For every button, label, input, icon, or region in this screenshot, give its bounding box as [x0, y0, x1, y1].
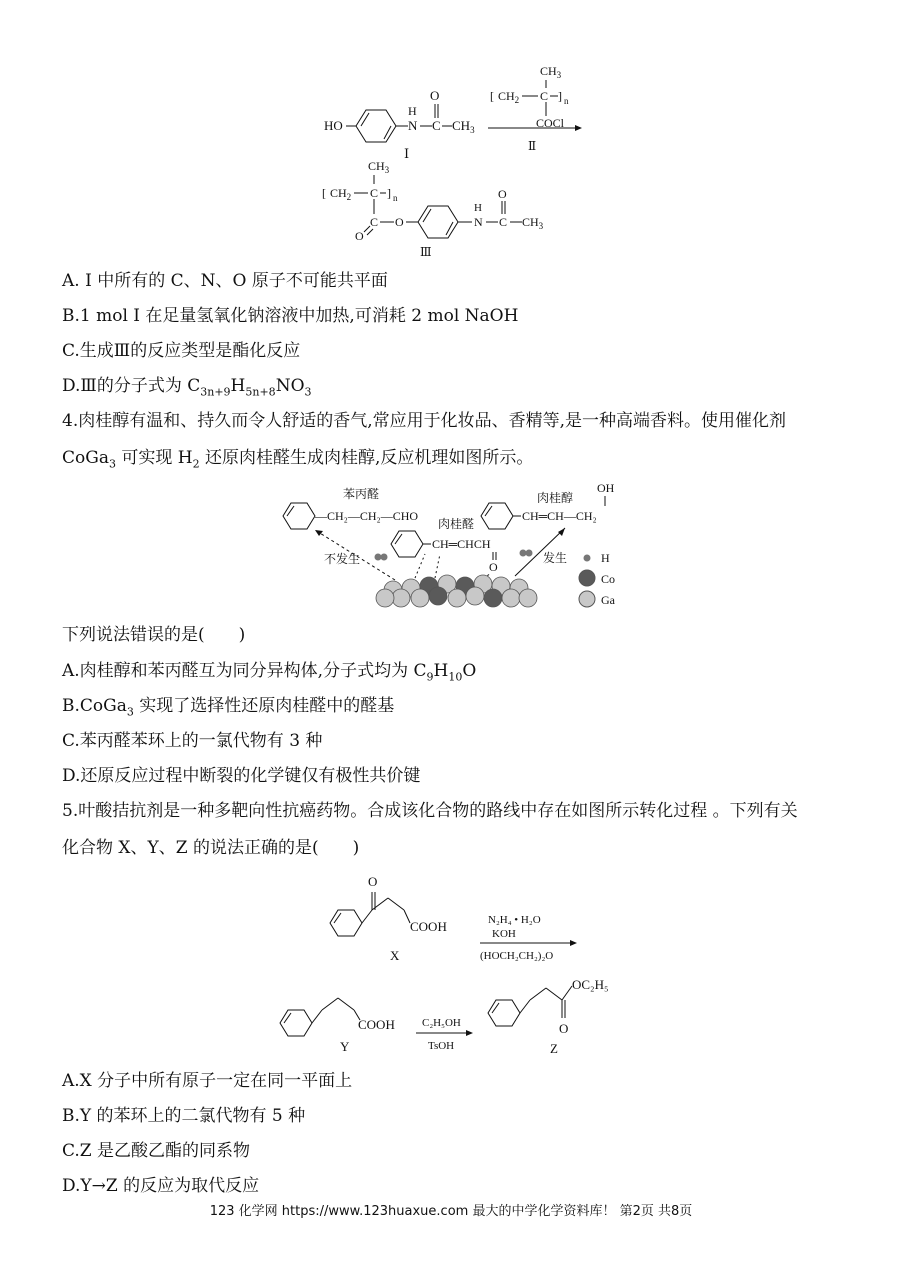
- legend-h-marker: [584, 555, 591, 562]
- svg-text:C: C: [432, 118, 441, 133]
- svg-text:H: H: [474, 202, 482, 214]
- svg-text:CH2: $CH_2$: [498, 89, 520, 105]
- svg-text:H: H: [408, 104, 417, 118]
- occur-label: 发生: [543, 551, 568, 565]
- cinnamaldehyde-label: 肉桂醛: [438, 517, 475, 531]
- q4-option-c: C.苯丙醛苯环上的一氯代物有 3 种: [62, 731, 323, 751]
- svg-text:Ga: Ga: [601, 593, 615, 607]
- q3-option-c: C.生成Ⅲ的反应类型是酯化反应: [62, 341, 301, 361]
- label-Y: Y: [340, 1039, 350, 1054]
- synthesis-route-q5: [270, 868, 630, 1063]
- label-III: Ⅲ: [420, 245, 432, 259]
- svg-text:(HOCH₂CH₂)₂O: (HOCH₂CH₂)₂O: [480, 950, 554, 962]
- svg-text:Co: Co: [601, 572, 616, 586]
- svg-text:COOH: COOH: [358, 1017, 395, 1032]
- cinnamyl-alcohol-label: 肉桂醇: [537, 491, 574, 505]
- q4-stem-line1: 4.肉桂醇有温和、持久而令人舒适的香气,常应用于化妆品、香精等,是一种高端香料。使用催化剂: [62, 411, 787, 431]
- svg-text:CH═CHCH: CH═CHCH: [432, 537, 491, 551]
- svg-text:N: N: [474, 215, 483, 229]
- legend: [579, 551, 616, 607]
- svg-text:OC₂H₅: OC₂H₅: [572, 977, 609, 992]
- q5-option-b: B.Y 的苯环上的二氯代物有 5 种: [62, 1106, 306, 1126]
- svg-text:CH2: $CH_2$: [330, 186, 352, 202]
- svg-text:OH: OH: [597, 481, 615, 495]
- q5-stem-line2: 化合物 X、Y、Z 的说法正确的是( ): [62, 838, 360, 858]
- no-occur-label: 不发生: [324, 552, 361, 566]
- q5-option-d: D.Y→Z 的反应为取代反应: [62, 1176, 260, 1196]
- svg-text:—CH₂—CH₂—CHO: —CH₂—CH₂—CHO: [315, 509, 419, 523]
- svg-text:O: O: [498, 187, 507, 201]
- label-Z: Z: [550, 1041, 558, 1056]
- ho-label: HO: [324, 118, 343, 133]
- q5-option-c: C.Z 是乙酸乙酯的同系物: [62, 1141, 251, 1161]
- svg-text:CH3: $CH_3$: [522, 215, 544, 231]
- label-I: Ⅰ: [404, 146, 410, 161]
- compound-II: [488, 64, 582, 153]
- svg-text:O: O: [489, 560, 498, 574]
- q4-option-b: B.CoGa$_3$ 实现了选择性还原肉桂醛中的醛基: [62, 696, 395, 719]
- svg-text:C₂H₅OH: C₂H₅OH: [422, 1017, 461, 1029]
- q4-question: 下列说法错误的是( ): [62, 625, 246, 645]
- benzene-ring: [356, 110, 396, 142]
- svg-text:]: ]: [387, 186, 391, 200]
- phenylpropanal-label: 苯丙醛: [343, 487, 380, 501]
- q4-stem-line2: CoGa$_3$ 可实现 $H_2$ 还原肉桂醛生成肉桂醇,反应机理如图所示。: [62, 448, 534, 471]
- svg-text:CH3: $CH_3$: [540, 64, 562, 80]
- svg-text:COCl: COCl: [536, 116, 565, 130]
- compound-III: [322, 159, 544, 259]
- svg-text:COOH: COOH: [410, 919, 447, 934]
- svg-text:O: O: [395, 215, 404, 229]
- label-X: X: [390, 948, 400, 963]
- q5-option-a: A.X 分子中所有原子一定在同一平面上: [62, 1071, 353, 1091]
- label-II: Ⅱ: [528, 139, 537, 153]
- q4-option-a: A.肉桂醇和苯丙醛互为同分异构体,分子式均为 $C_9H_{10}O$: [62, 661, 477, 684]
- svg-text:n: n: [393, 193, 398, 203]
- svg-text:CH═CH—CH₂: CH═CH—CH₂: [522, 509, 597, 523]
- legend-co-marker: [579, 570, 595, 586]
- q3-option-b: B.1 mol Ⅰ 在足量氢氧化钠溶液中加热,可消耗 2 mol NaOH: [62, 306, 519, 326]
- svg-text:C: C: [370, 186, 379, 200]
- svg-text:C: C: [370, 215, 379, 229]
- page-footer: 123 化学网 https://www.123huaxue.com 最大的中学化学资料库！ 第2页 共8页: [209, 1204, 693, 1219]
- svg-text:O: O: [355, 229, 364, 243]
- svg-text:KOH: KOH: [492, 928, 516, 940]
- svg-text:]: ]: [558, 89, 562, 103]
- svg-text:CH3: $CH_3$: [368, 159, 390, 175]
- q3-option-d: D.Ⅲ的分子式为 $C_{3n+9}H_{5n+8}NO_3$: [62, 376, 312, 399]
- svg-text:[: [: [490, 89, 494, 103]
- svg-text:n: n: [564, 96, 569, 106]
- svg-text:C: C: [540, 89, 549, 103]
- q3-option-a: A. Ⅰ 中所有的 C、N、O 原子不可能共平面: [62, 271, 388, 291]
- svg-text:C: C: [499, 215, 508, 229]
- legend-ga-marker: [579, 591, 595, 607]
- reaction-scheme-q3: [300, 60, 610, 265]
- svg-text:N₂H₄ • H₂O: N₂H₄ • H₂O: [488, 914, 541, 926]
- svg-text:O: O: [559, 1021, 569, 1036]
- svg-text:[: [: [322, 186, 326, 200]
- q4-option-d: D.还原反应过程中断裂的化学键仅有极性共价键: [62, 766, 421, 786]
- svg-text:N: N: [408, 118, 418, 133]
- reaction-mechanism-q4: [275, 478, 635, 618]
- svg-text:O: O: [368, 874, 378, 889]
- svg-text:TsOH: TsOH: [428, 1040, 455, 1052]
- compound-I: [324, 88, 475, 161]
- svg-text:CH3: $CH_3$: [452, 118, 475, 135]
- svg-text:O: O: [430, 88, 440, 103]
- svg-text:H: H: [601, 551, 610, 565]
- catalyst-surface: [376, 575, 537, 607]
- q5-stem-line1: 5.叶酸拮抗剂是一种多靶向性抗癌药物。合成该化合物的路线中存在如图所示转化过程 。下列有关: [62, 801, 798, 821]
